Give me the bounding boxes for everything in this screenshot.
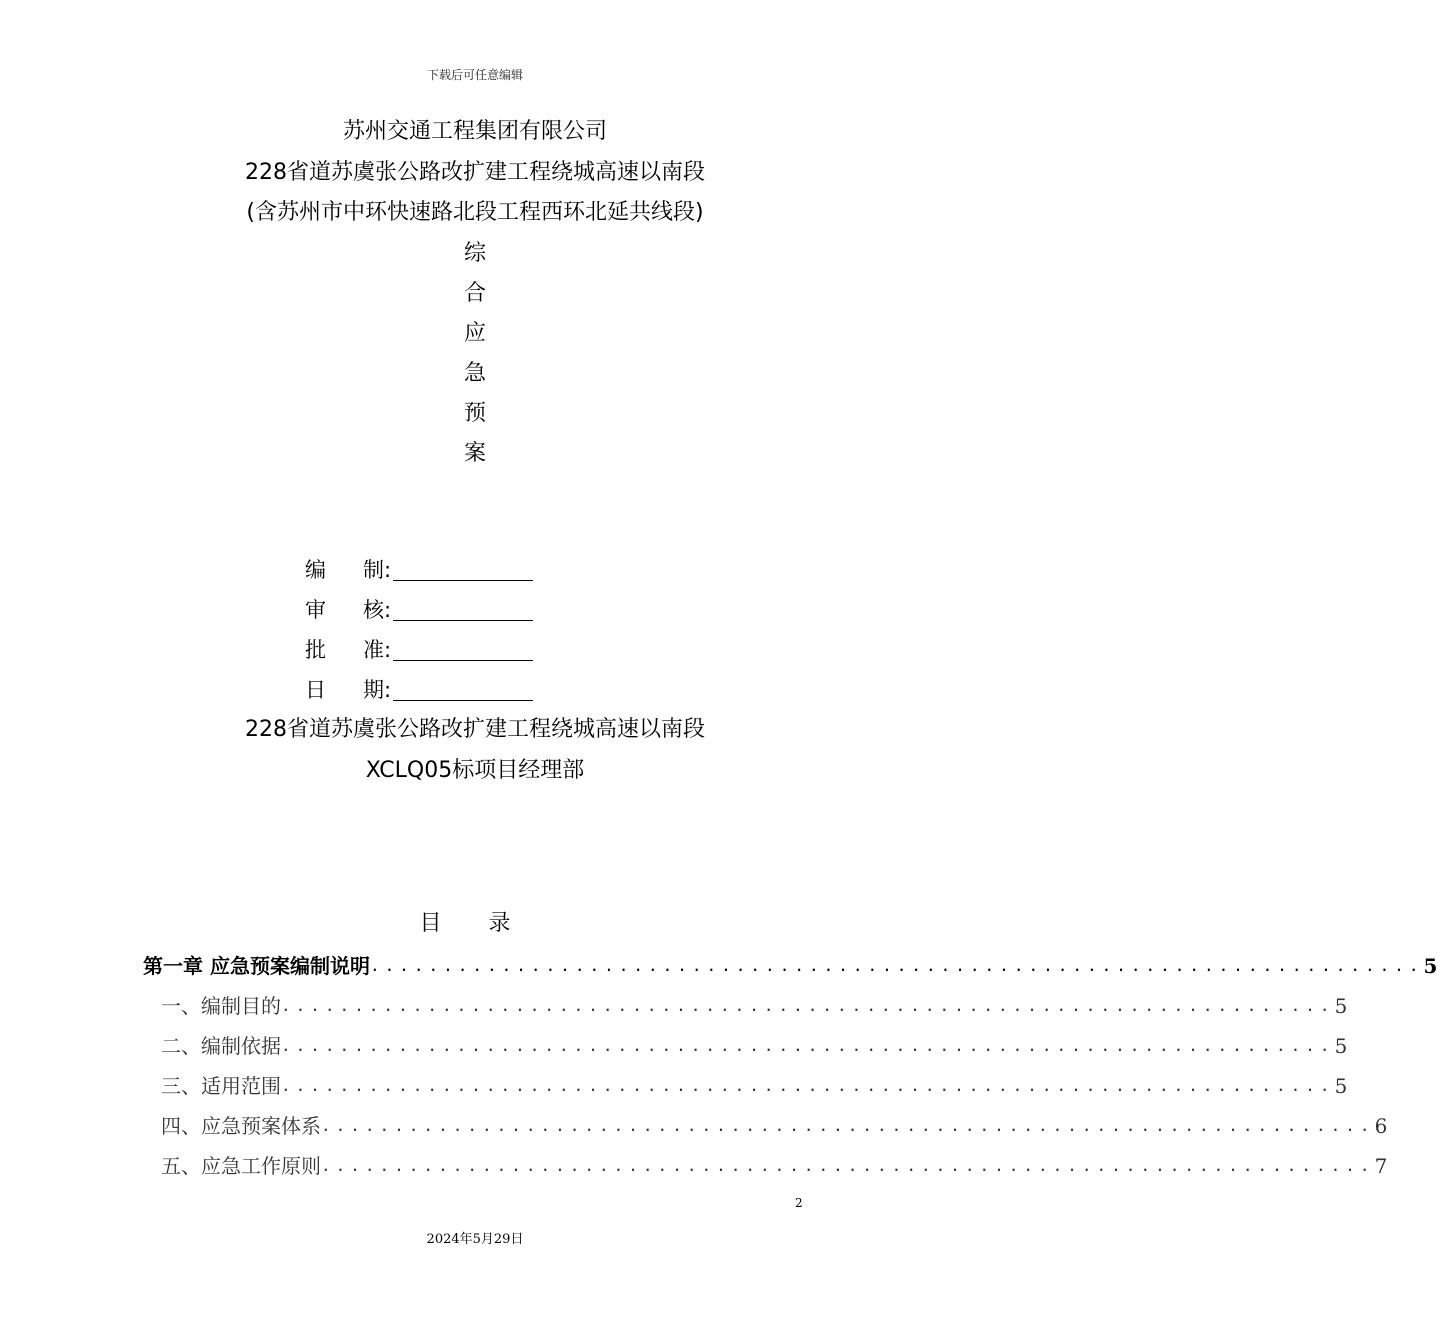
toc-leader-dots: ........................................................................: [321, 1156, 1375, 1175]
toc-title: 目 录: [419, 911, 531, 936]
signature-blank: [393, 634, 533, 661]
toc-entry[interactable]: [143, 946, 1437, 986]
toc-entry[interactable]: [161, 1106, 1388, 1146]
doc-title-char: 综: [463, 241, 486, 266]
toc-leader-dots: ........................................................................: [369, 956, 1424, 975]
toc-entry-page: 5: [1334, 994, 1348, 1018]
toc-entry-page: 5: [1334, 1074, 1348, 1098]
signature-row-review: [305, 590, 533, 630]
toc-entry-page: 5: [1423, 954, 1437, 978]
signature-label-char: 批: [305, 638, 326, 662]
toc-leader-dots: ........................................................................: [321, 1116, 1375, 1135]
toc-entry[interactable]: [161, 1146, 1388, 1186]
doc-title-char: 急: [463, 361, 486, 386]
project-title-line2: (含苏州市中环快速路北段工程西环北延共线段): [246, 200, 704, 225]
toc-entry-page: 5: [1334, 1034, 1348, 1058]
signature-label-char: 制:: [363, 558, 392, 582]
toc-leader-dots: ........................................................................: [281, 996, 1335, 1015]
signature-row-compile: [305, 550, 533, 590]
issuer-line2: XCLQ05标项目经理部: [365, 758, 585, 783]
signature-label-char: 核:: [363, 598, 392, 622]
issuer-line1: 228省道苏虞张公路改扩建工程绕城高速以南段: [245, 717, 705, 742]
doc-title-char: 应: [463, 321, 486, 346]
header-note: 下载后可任意编辑: [426, 68, 523, 82]
signature-blank: [393, 674, 533, 701]
signature-label-char: 准:: [363, 638, 392, 662]
toc-leader-dots: ........................................................................: [281, 1036, 1335, 1055]
toc-entry[interactable]: [161, 1066, 1348, 1106]
toc-entry-label: 五、应急工作原则: [161, 1154, 321, 1178]
signature-row-approve: [305, 630, 533, 670]
toc-leader-dots: ........................................................................: [281, 1076, 1335, 1095]
doc-title-char: 合: [463, 281, 486, 306]
signature-label-char: 期:: [363, 678, 392, 702]
signature-label-char: 编: [305, 558, 326, 582]
signature-label-char: 审: [305, 598, 326, 622]
toc-entry-label: 一、编制目的: [161, 994, 281, 1018]
signature-blank: [393, 554, 533, 581]
page-number: 2: [795, 1196, 803, 1210]
footer-date: 2024年5月29日: [426, 1232, 524, 1247]
toc-entry-label: 四、应急预案体系: [161, 1114, 321, 1138]
toc-entry-label: 三、适用范围: [161, 1074, 281, 1098]
doc-title-char: 案: [463, 441, 486, 466]
doc-title-char: 预: [463, 401, 486, 426]
signature-label-char: 日: [305, 678, 326, 702]
company-name: 苏州交通工程集团有限公司: [342, 119, 607, 144]
project-title-line1: 228省道苏虞张公路改扩建工程绕城高速以南段: [245, 160, 705, 185]
signature-blank: [393, 594, 533, 621]
toc-entry[interactable]: [161, 986, 1348, 1026]
toc-entry[interactable]: [161, 1026, 1348, 1066]
signature-row-date: [305, 670, 533, 710]
toc-entry-page: 7: [1374, 1154, 1388, 1178]
toc-entry-page: 6: [1374, 1114, 1388, 1138]
toc-entry-label: 二、编制依据: [161, 1034, 281, 1058]
toc-entry-label: 第一章 应急预案编制说明: [143, 954, 370, 978]
